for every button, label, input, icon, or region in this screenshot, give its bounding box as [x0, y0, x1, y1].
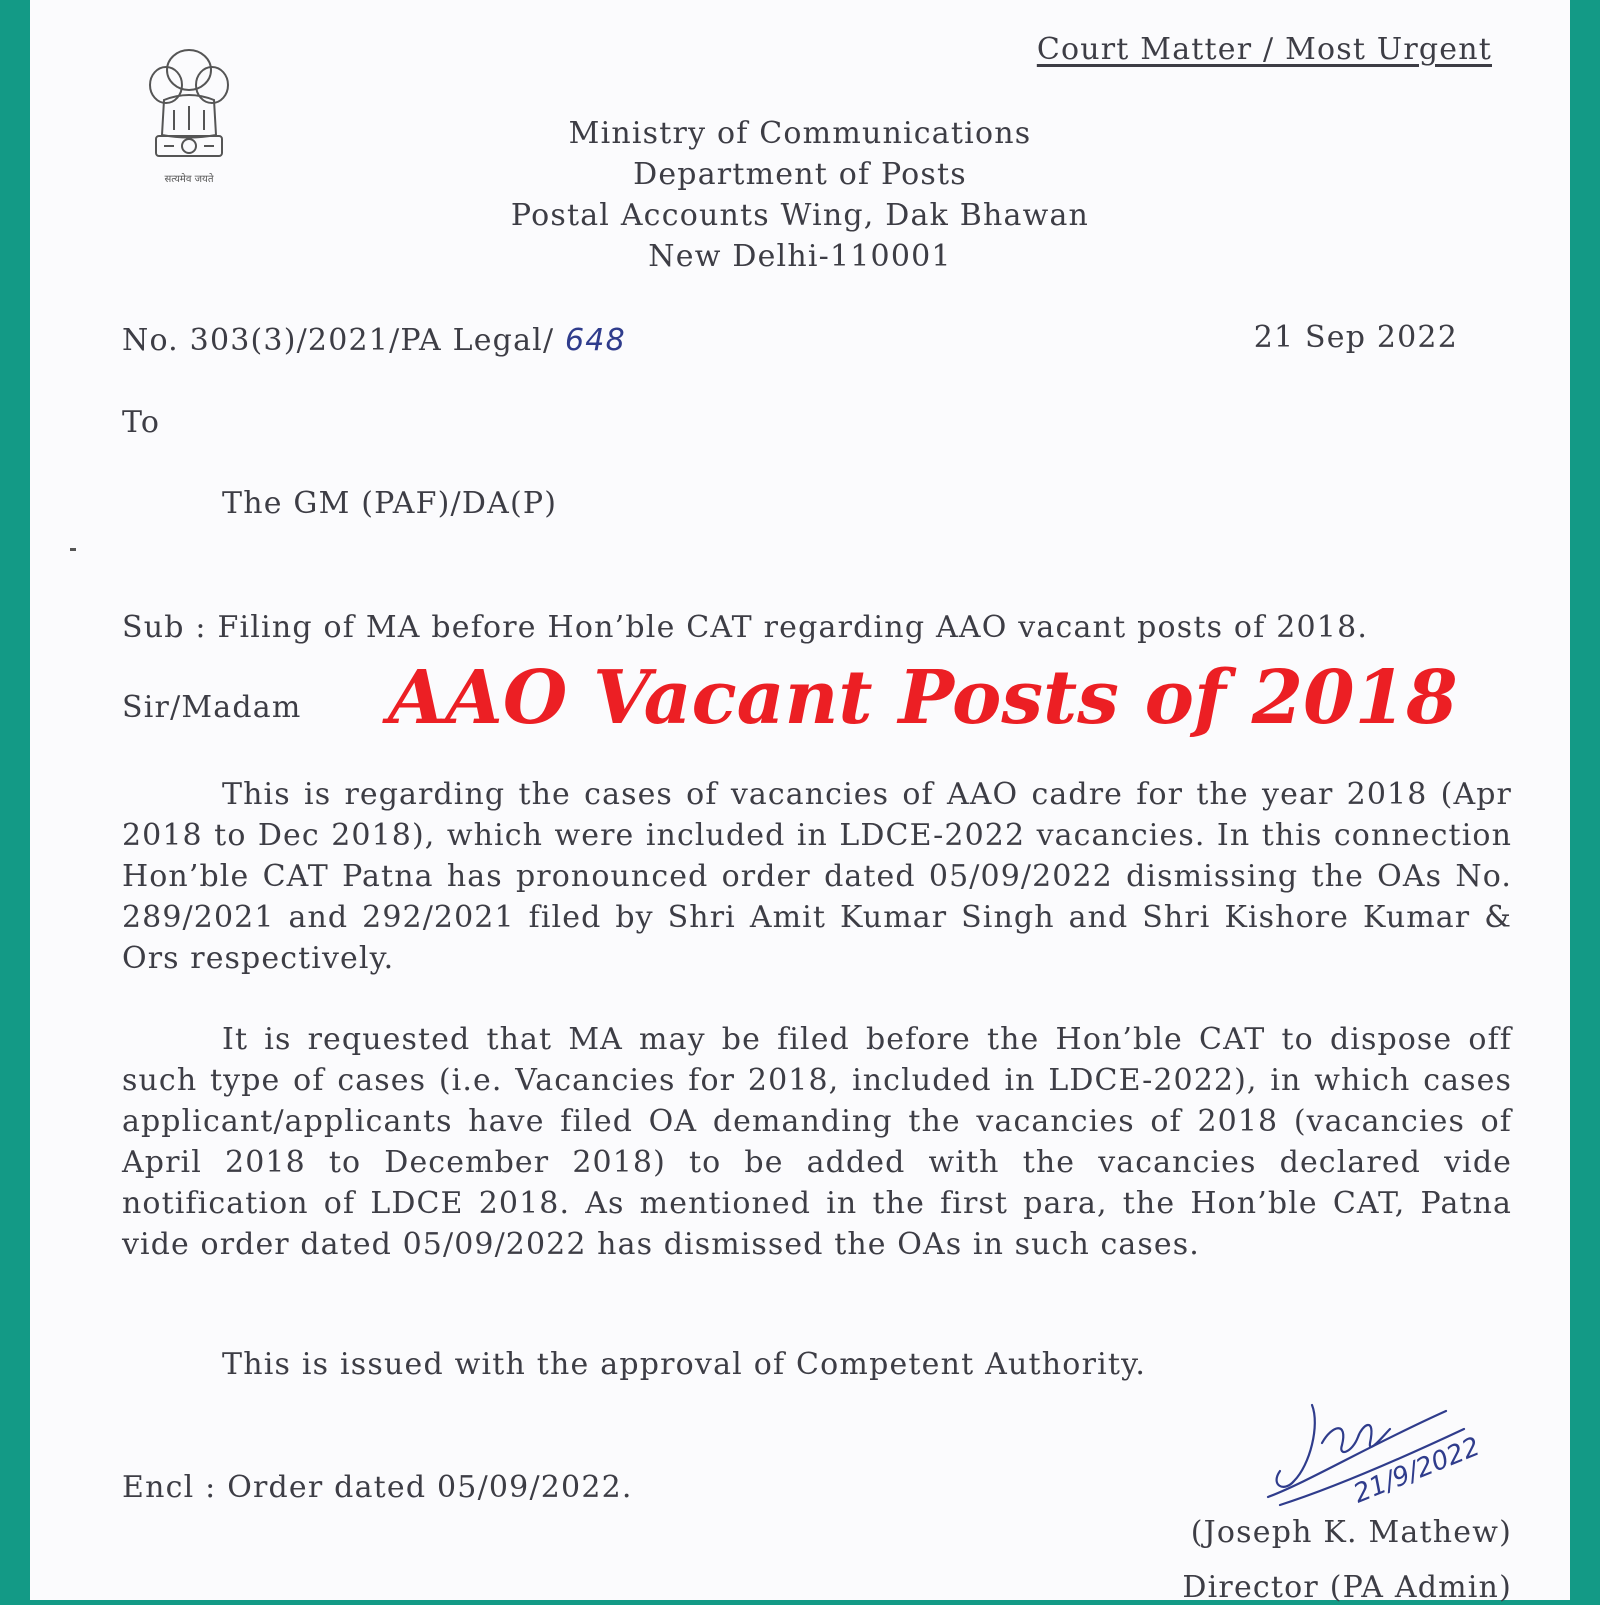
emblem-caption: सत्यमेव जयते	[164, 174, 214, 185]
court-matter-label: Court Matter / Most Urgent	[1036, 32, 1492, 67]
overlay-title: AAO Vacant Posts of 2018	[388, 655, 1458, 741]
recipient: The GM (PAF)/DA(P)	[222, 486, 558, 521]
signatory-name: (Joseph K. Mathew)	[1190, 1515, 1512, 1550]
signature-mark	[1250, 1385, 1490, 1520]
wing-name: Postal Accounts Wing, Dak Bhawan	[510, 198, 1090, 233]
body-paragraph-1: This is regarding the cases of vacancies of AAO cadre for the year 2018 (Apr 2018 to Dec 2018), which were included in LDCE-2022 vacancies. In this connection Hon’ble CAT Patna has pronounced order dated 05/09/2022 dismissing the OAs No. 289/2021 and 292/2021 filed by Shri Amit Kumar Singh and Shri Kishore Kumar & Ors respectively.	[122, 777, 1512, 976]
to-label: To	[122, 405, 161, 440]
department-name: Department of Posts	[633, 157, 967, 192]
letter-date: 21 Sep 2022	[1253, 320, 1458, 355]
ministry-name: Ministry of Communications	[568, 116, 1032, 151]
body-paragraph-3: This is issued with the approval of Competent Authority.	[222, 1347, 1147, 1382]
stray-mark	[70, 548, 76, 551]
reference-number	[122, 323, 626, 358]
enclosure-line: Encl : Order dated 05/09/2022.	[122, 1470, 633, 1505]
letter-page	[30, 0, 1570, 1605]
subject-line: Sub : Filing of MA before Hon’ble CAT regarding AAO vacant posts of 2018.	[122, 610, 1369, 645]
signature-date: 21/9/2022	[1349, 1431, 1485, 1510]
salutation: Sir/Madam	[122, 690, 302, 725]
reference-prefix: No. 303(3)/2021/PA Legal/	[122, 323, 566, 358]
body-paragraph-2: It is requested that MA may be filed before the Hon’ble CAT to dispose off such type of cases (i.e. Vacancies for 2018, included in LDCE-2022), in which cases applicant/applicants have filed OA demanding the vacancies of 2018 (vacancies of April 2018 to December 2018) to be added with the vacancies declared vide notification of LDCE 2018. As mentioned in the first para, the Hon’ble CAT, Patna vide order dated 05/09/2022 has dismissed the OAs in such cases.	[122, 1022, 1512, 1262]
reference-handwritten-number: 648	[565, 323, 626, 358]
signatory-designation: Director (PA Admin)	[1182, 1570, 1512, 1605]
address-line: New Delhi-110001	[648, 239, 952, 274]
